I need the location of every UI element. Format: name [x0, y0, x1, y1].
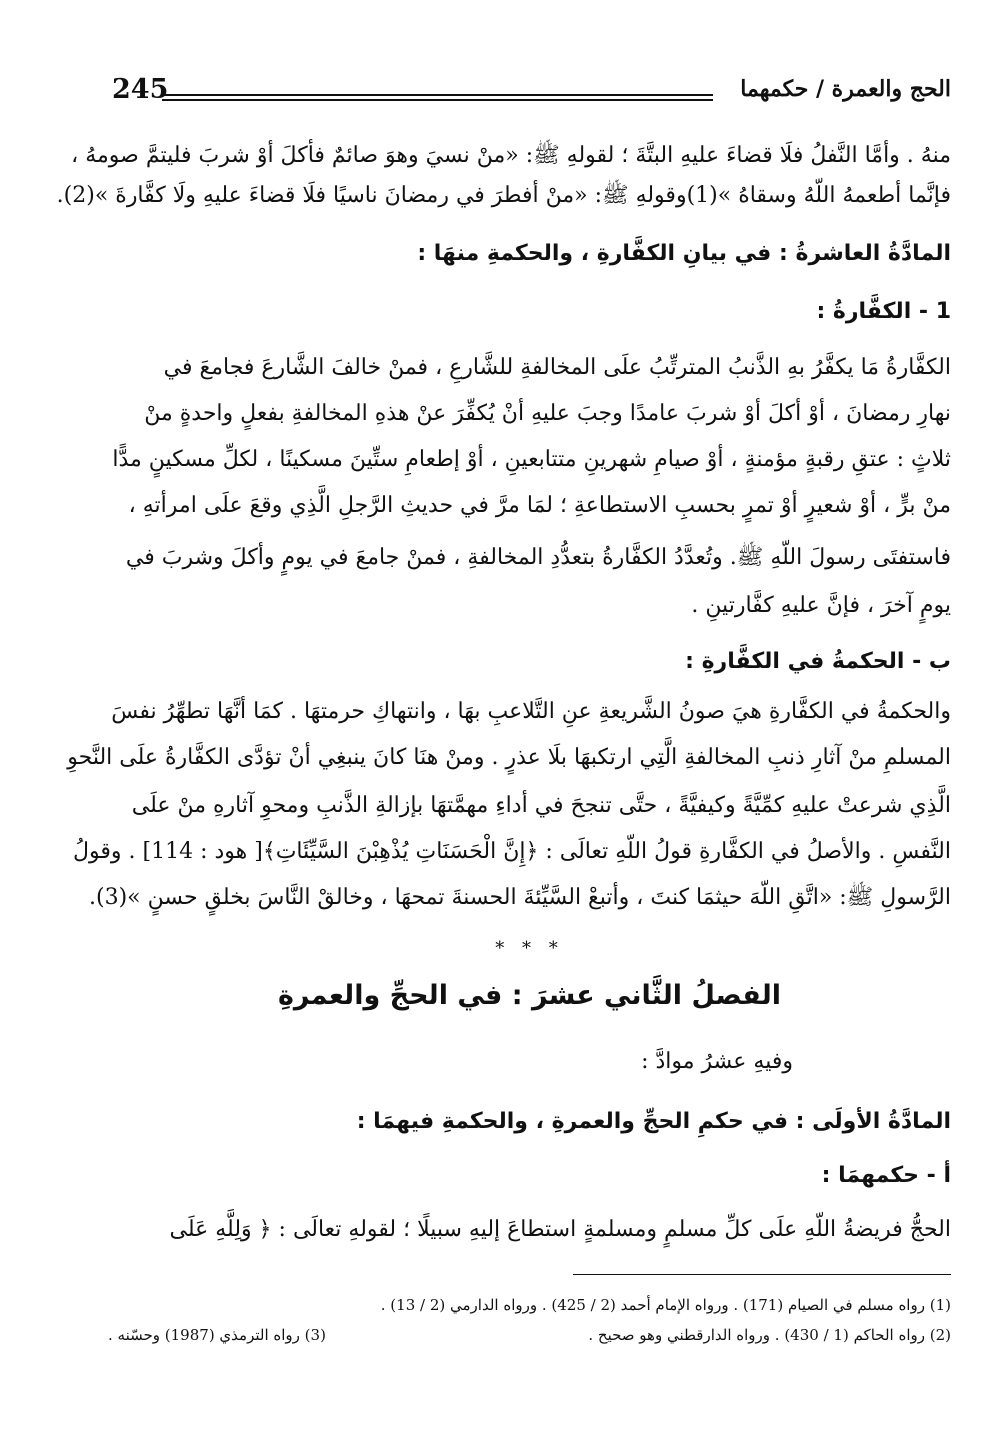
body-line: المسلمِ منْ آثارِ ذنبِ المخالفةِ الَّتِي ارتكبهَا بلَا عذرٍ . ومنْ هنَا كانَ ينبغِي أنْ تؤدَّى الكفَّارةُ علَى النَّحوِ — [67, 745, 951, 770]
footnote-2: (2) رواه الحاكم (1 / 430) . ورواه الدارقطني وهو صحيح . — [588, 1326, 951, 1344]
body-line: الرَّسولِ ﷺ: «اتَّقِ اللّهَ حيثمَا كنتَ ، وأتبعْ السَّيِّئةَ الحسنةَ تمحهَا ، وخالقْ النَّاسَ بخلقٍ حسنٍ »(3). — [89, 885, 951, 910]
section-heading: المادَّةُ العاشرةُ : في بيانِ الكفَّارةِ ، والحكمةِ منهَا : — [417, 241, 951, 266]
body-line: الحجُّ فريضةُ اللّهِ علَى كلِّ مسلمٍ ومسلمةٍ استطاعَ إليهِ سبيلًا ؛ لقولهِ تعالَى : ﴿ وَلِلَّهِ عَلَى — [169, 1217, 951, 1242]
subsection-heading: 1 - الكفَّارةُ : — [816, 299, 951, 324]
page-number: 245 — [112, 74, 169, 105]
body-line: ثلاثٍ : عتقِ رقبةٍ مؤمنةٍ ، أوْ صيامِ شهرينِ متتابعينِ ، أوْ إطعامِ ستِّينَ مسكينًا ، لكلِّ مسكينٍ مدًّا — [112, 447, 951, 472]
footnote-3: (3) رواه الترمذي (1987) وحسّنه . — [108, 1326, 326, 1344]
subsection-heading: ب - الحكمةُ في الكفَّارةِ : — [685, 649, 951, 674]
body-line: يومٍ آخرَ ، فإنَّ عليهِ كفَّارتينِ . — [691, 593, 951, 618]
body-line: الَّذِي شرعتْ عليهِ كمِّيَّةً وكيفيَّةً ، حتَّى تنجحَ في أداءِ مهمَّتهَا بإزالةِ الذَّنبِ ومحوِ آثارهِ منْ علَى — [131, 793, 951, 818]
section-heading: المادَّةُ الأولَى : في حكمِ الحجِّ والعمرةِ ، والحكمةِ فيهمَا : — [356, 1109, 951, 1134]
body-line: منهُ . وأمَّا النَّفلُ فلَا قضاءَ عليهِ البتَّةَ ؛ لقولهِ ﷺ: «منْ نسيَ وهوَ صائمٌ فأكلَ أوْ شربَ فليتمَّ صومهُ ، — [71, 143, 951, 168]
chapter-intro: وفيهِ عشرُ موادَّ : — [641, 1049, 793, 1074]
footnote-rule — [573, 1274, 951, 1275]
page-header — [112, 72, 951, 112]
footnote-1: (1) رواه مسلم في الصيام (171) . ورواه الإمام أحمد (2 / 425) . ورواه الدارمي (2 / 13) . — [380, 1296, 951, 1314]
body-line: الكفَّارةُ مَا يكفَّرُ بهِ الذَّنبُ المترتِّبُ علَى المخالفةِ للشَّارعِ ، فمنْ خالفَ الشَّارعَ فجامعَ في — [163, 355, 951, 380]
section-divider-stars: * * * — [495, 938, 564, 959]
body-line: منْ برٍّ ، أوْ شعيرٍ أوْ تمرٍ بحسبِ الاستطاعةِ ؛ لمَا مرَّ في حديثِ الرَّجلِ الَّذِي وقعَ علَى امرأتهِ ، — [128, 493, 951, 518]
footnote-row — [108, 1324, 951, 1346]
header-rule — [162, 94, 713, 101]
body-line: فاستفتَى رسولَ اللّهِ ﷺ. وتُعدَّدُ الكفَّارةُ بتعدُّدِ المخالفةِ ، فمنْ جامعَ في يومٍ وأكلَ وشربَ في — [125, 545, 951, 570]
subsection-heading: أ - حكمهمَا : — [821, 1163, 951, 1188]
chapter-title: الفصلُ الثَّاني عشرَ : في الحجِّ والعمرةِ — [277, 980, 781, 1011]
body-line: والحكمةُ في الكفَّارةِ هيَ صونُ الشَّريعةِ عنِ التَّلاعبِ بهَا ، وانتهاكِ حرمتهَا . كمَا أنَّهَا تطهِّرُ نفسَ — [111, 699, 951, 724]
body-line: نهارِ رمضانَ ، أوْ أكلَ أوْ شربَ عامدًا وجبَ عليهِ أنْ يُكفِّرَ عنْ هذهِ المخالفةِ بفعلٍ واحدةٍ منْ — [144, 401, 951, 426]
body-line: النَّفسِ . والأصلُ في الكفَّارةِ قولُ اللّهِ تعالَى : ﴿إِنَّ الْحَسَنَاتِ يُذْهِبْنَ السَّيِّئَاتِ﴾[ هود : 114] . وقولُ — [73, 839, 951, 864]
body-line: فإنَّما أطعمهُ اللّهُ وسقاهُ »(1)وقولهِ ﷺ: «منْ أفطرَ في رمضانَ ناسيًا فلَا قضاءَ عليهِ ولَا كفَّارةَ »(2). — [56, 183, 951, 208]
running-title: الحج والعمرة / حكمهما — [740, 76, 951, 102]
